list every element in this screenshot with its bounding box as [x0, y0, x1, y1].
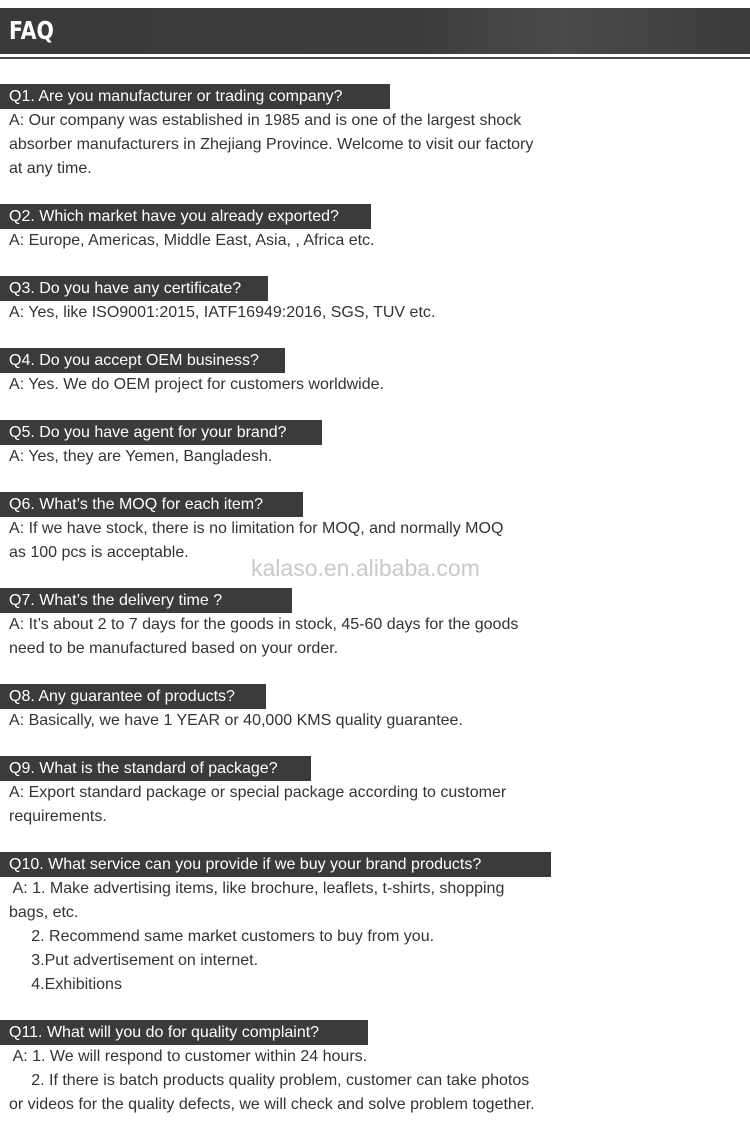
faq-question: Q10. What service can you provide if we buy your brand products?: [0, 852, 551, 877]
faq-answer-line: A: Our company was established in 1985 and is one of the largest shock: [9, 112, 522, 129]
faq-item: [0, 852, 750, 997]
faq-answer-line: 2. If there is batch products quality problem, customer can take photos: [9, 1072, 530, 1089]
faq-question: Q11. What will you do for quality complaint?: [0, 1020, 368, 1045]
faq-answer-line: A: Europe, Americas, Middle East, Asia, , Africa etc.: [9, 232, 375, 249]
faq-header-bar: [0, 8, 750, 54]
faq-item: [0, 684, 750, 733]
faq-question: Q8. Any guarantee of products?: [0, 684, 266, 709]
page-title: FAQ: [9, 16, 54, 45]
faq-question: Q6. What’s the MOQ for each item?: [0, 492, 303, 517]
faq-answer-line: A: It’s about 2 to 7 days for the goods in stock, 45-60 days for the goods: [9, 616, 519, 633]
faq-question: Q4. Do you accept OEM business?: [0, 348, 285, 373]
header-divider: [0, 57, 750, 59]
faq-answer-line: requirements.: [9, 808, 107, 825]
faq-item: [0, 348, 750, 397]
faq-question: Q2. Which market have you already exported?: [0, 204, 371, 229]
faq-item: [0, 588, 750, 661]
faq-answer-line: A: If we have stock, there is no limitation for MOQ, and normally MOQ: [9, 520, 504, 537]
faq-question: Q1. Are you manufacturer or trading company?: [0, 84, 390, 109]
faq-answer-line: A: 1. We will respond to customer within 24 hours.: [9, 1048, 368, 1065]
faq-question: Q5. Do you have agent for your brand?: [0, 420, 322, 445]
faq-answer-line: A: Basically, we have 1 YEAR or 40,000 KMS quality guarantee.: [9, 712, 463, 729]
faq-answer-line: as 100 pcs is acceptable.: [9, 544, 189, 561]
watermark: kalaso.en.alibaba.com: [251, 555, 480, 581]
faq-answer-line: need to be manufactured based on your order.: [9, 640, 339, 657]
faq-answer-line: A: Yes. We do OEM project for customers worldwide.: [9, 376, 384, 393]
faq-item: [0, 84, 750, 181]
faq-answer-line: absorber manufacturers in Zhejiang Province. Welcome to visit our factory: [9, 136, 534, 153]
faq-answer-line: A: Export standard package or special package according to customer: [9, 784, 507, 801]
faq-answer-line: at any time.: [9, 160, 92, 177]
faq-answer-line: A: Yes, like ISO9001:2015, IATF16949:2016, SGS, TUV etc.: [9, 304, 436, 321]
faq-answer-line: or videos for the quality defects, we will check and solve problem together.: [9, 1096, 535, 1113]
faq-item: [0, 204, 750, 253]
faq-answer-line: 4.Exhibitions: [9, 976, 122, 993]
faq-answer-line: 3.Put advertisement on internet.: [9, 952, 259, 969]
faq-item: [0, 1020, 750, 1117]
faq-item: [0, 756, 750, 829]
faq-question: Q3. Do you have any certificate?: [0, 276, 268, 301]
faq-question: Q7. What’s the delivery time ?: [0, 588, 292, 613]
faq-answer-line: A: 1. Make advertising items, like brochure, leaflets, t-shirts, shopping: [9, 880, 505, 897]
faq-item: [0, 420, 750, 469]
faq-item: [0, 276, 750, 325]
faq-answer-line: bags, etc.: [9, 904, 79, 921]
faq-answer-line: 2. Recommend same market customers to buy from you.: [9, 928, 435, 945]
faq-answer-line: A: Yes, they are Yemen, Bangladesh.: [9, 448, 273, 465]
faq-question: Q9. What is the standard of package?: [0, 756, 311, 781]
